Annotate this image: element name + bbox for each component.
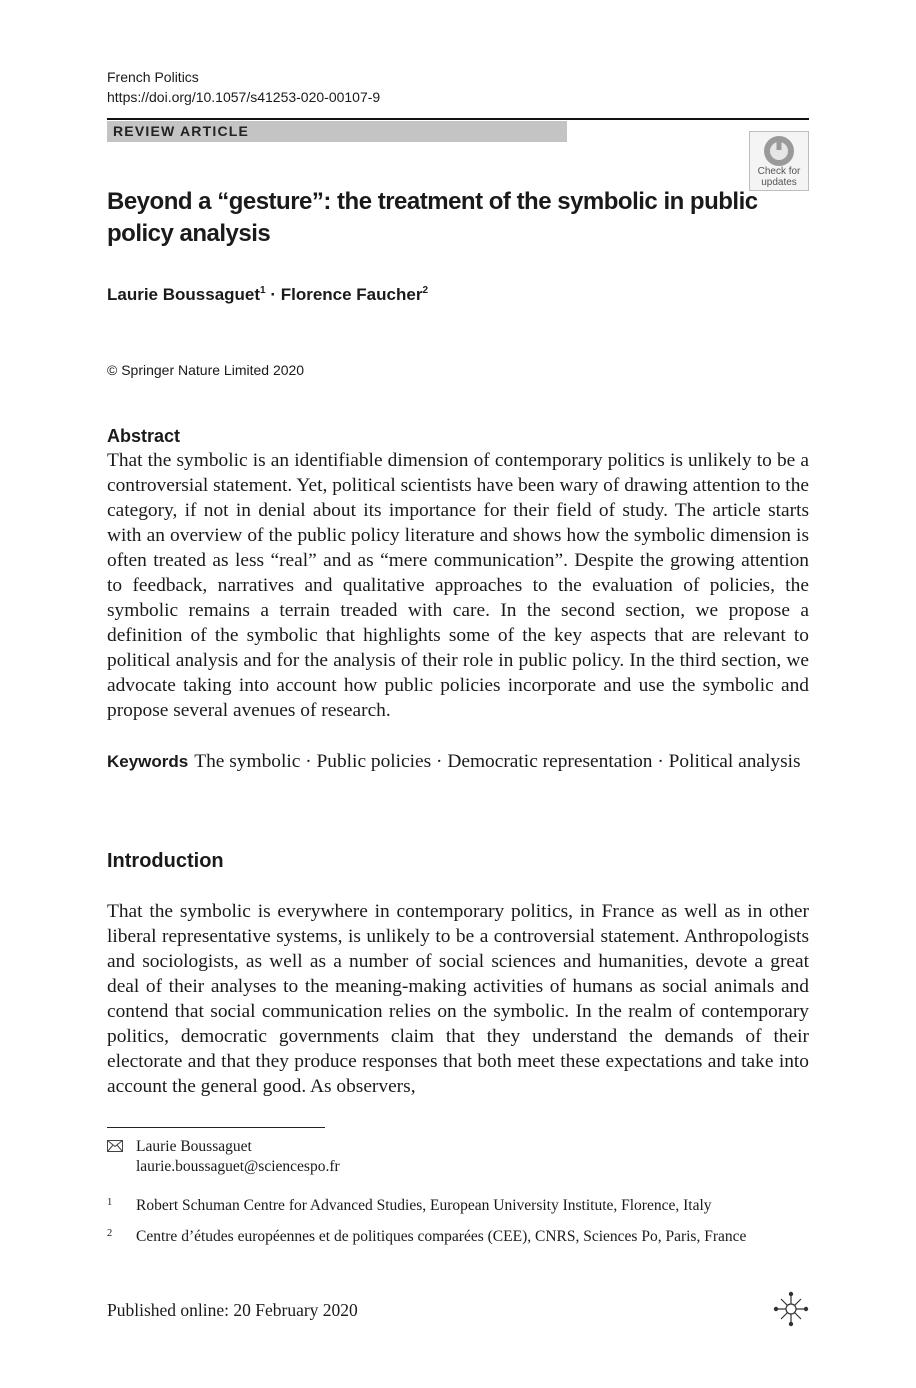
check-updates-line-2: updates [761, 177, 797, 188]
published-date: Published online: 20 February 2020 [107, 1300, 358, 1320]
keywords-label: Keywords [107, 752, 189, 771]
section-heading-introduction: Introduction [107, 850, 224, 872]
abstract-text: That the symbolic is an identifiable dimension of contemporary politics is unlikely to be a controversial statement. Yet, political scientists have been wary of drawing attention to the category, if not in denial about its importance for their field of study. The article starts with an overview of the public policy literature and shows how the symbolic dimension is often treated as less “real” and as “mere communication”. Despite the growing attention to feedback, narratives and qualitative approaches to the evaluation of policies, the symbolic remains a terrain treaded with care. In the second section, we propose a definition of the symbolic that highlights some of the key aspects that are relevant to political analysis and for the analysis of their role in public policy. In the third section, we advocate taking into account how public policies incorporate and use the symbolic and propose several avenues of research. [107, 450, 809, 721]
affiliation-number: 2 [107, 1228, 113, 1239]
author-name[interactable]: Florence Faucher [280, 285, 423, 304]
check-updates-icon [761, 135, 797, 167]
envelope-icon [107, 1140, 123, 1152]
abstract-heading: Abstract [107, 426, 181, 446]
author-separator: · [265, 285, 281, 304]
check-for-updates-badge[interactable] [749, 131, 809, 191]
affiliation-number: 1 [107, 1197, 113, 1208]
author-affiliation-mark: 1 [260, 285, 266, 296]
introduction-text: That the symbolic is everywhere in contemporary politics, in France as well as in other liberal representative systems, is unlikely to be a controversial statement. Anthropologists and sociologists, as well as a number of social sciences and humanities, devote a great deal of their analyses to the meaning-making activities of humans as social animals and contend that social communication relies on the symbolic. In the realm of contemporary politics, democratic governments claim that they understand the demands of their electorate and that they produce responses that both meet these expectations and take into account the general good. As observers, [107, 901, 809, 1097]
correspondence-name: Laurie Boussaguet [136, 1138, 252, 1155]
check-updates-line-1: Check for [757, 166, 801, 177]
affiliation-text: Centre d’études européennes et de politiques comparées (CEE), CNRS, Sciences Po, Paris, France [136, 1228, 747, 1245]
affiliation-text: Robert Schuman Centre for Advanced Studies, European University Institute, Florence, Italy [136, 1197, 712, 1214]
author-name[interactable]: Laurie Boussaguet [107, 285, 261, 304]
copyright-notice: © Springer Nature Limited 2020 [107, 362, 305, 378]
header-rule [107, 118, 809, 120]
keywords-text: The symbolic · Public policies · Democratic representation · Political analysis [194, 751, 801, 772]
article-title: Beyond a “gesture”: the treatment of the symbolic in public policy analysis [107, 188, 758, 247]
doi-link[interactable]: https://doi.org/10.1057/s41253-020-00107-9 [107, 89, 381, 105]
author-affiliation-mark: 2 [422, 285, 428, 296]
author-list [107, 283, 428, 307]
article-type: REVIEW ARTICLE [113, 123, 250, 139]
footnote-rule [107, 1127, 325, 1128]
correspondence-email[interactable]: laurie.boussaguet@sciencespo.fr [136, 1158, 340, 1175]
check-updates-label [750, 166, 808, 188]
journal-name: French Politics [107, 69, 199, 85]
journal-info [107, 67, 380, 107]
publisher-logo-icon [773, 1291, 809, 1327]
keywords [107, 749, 809, 774]
